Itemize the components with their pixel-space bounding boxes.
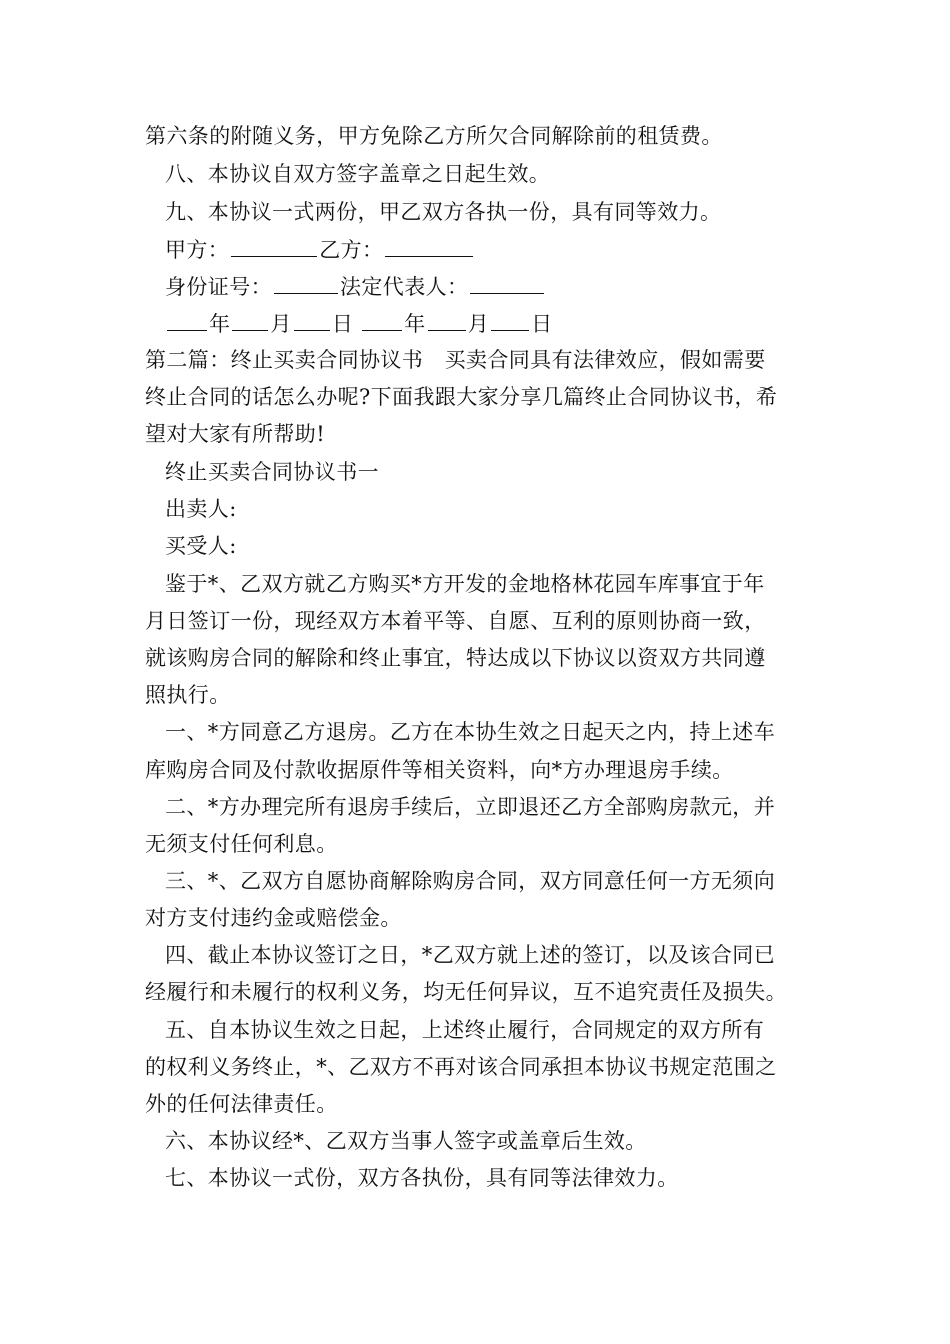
clause-8: 八、本协议自双方签字盖章之日起生效。 bbox=[165, 162, 551, 186]
date-line: 年 月 日 年 月 日 bbox=[165, 304, 553, 343]
clause-5-cont: 的权利义务终止，*、乙双方不再对该合同承担本协议书规定范围之 bbox=[145, 1055, 777, 1079]
legal-representative-blank bbox=[470, 267, 544, 294]
clause-7: 七、本协议一式份，双方各执份，具有同等法律效力。 bbox=[165, 1166, 679, 1190]
clause-2: 二、*方办理完所有退房手续后，立即退还乙方全部购房款元，并 bbox=[165, 795, 776, 819]
day-blank bbox=[491, 304, 529, 331]
party-a-label: 甲方： bbox=[165, 238, 230, 262]
section-heading: 第二篇：终止买卖合同协议书 买卖合同具有法律效应，假如需要 bbox=[145, 348, 766, 372]
clause-6: 六、本协议经*、乙双方当事人签字或盖章后生效。 bbox=[165, 1129, 647, 1153]
clause-3: 三、*、乙双方自愿协商解除购房合同，双方同意任何一方无须向 bbox=[165, 869, 776, 893]
clause-9: 九、本协议一式两份，甲乙双方各执一份，具有同等效力。 bbox=[165, 200, 722, 224]
day-blank bbox=[294, 304, 330, 331]
year-blank bbox=[362, 304, 402, 331]
clause-3-cont: 对方支付违约金或赔偿金。 bbox=[145, 906, 402, 930]
party-b-blank bbox=[385, 230, 473, 257]
clause-1: 一、*方同意乙方退房。乙方在本协生效之日起天之内，持上述车 bbox=[165, 720, 776, 744]
id-representative-line bbox=[165, 267, 546, 306]
agreement-title: 终止买卖合同协议书一 bbox=[165, 460, 379, 484]
clause-1-cont: 库购房合同及付款收据原件等相关资料，向*方办理退房手续。 bbox=[145, 758, 734, 782]
clause-5-cont: 外的任何法律责任。 bbox=[145, 1092, 338, 1116]
party-b-label: 乙方： bbox=[319, 238, 384, 262]
month-blank bbox=[232, 304, 268, 331]
preamble-line: 就该购房合同的解除和终止事宜，特达成以下协议以资双方共同遵 bbox=[145, 646, 766, 670]
preamble-line: 鉴于*、乙双方就乙方购买*方开发的金地格林花园车库事宜于年 bbox=[165, 572, 765, 596]
seller-label: 出卖人: bbox=[165, 497, 237, 521]
clause-4: 四、截止本协议签订之日，*乙双方就上述的签订，以及该合同已 bbox=[165, 943, 776, 967]
year-blank bbox=[167, 304, 207, 331]
id-number-label: 身份证号： bbox=[165, 275, 272, 299]
text-line: 第六条的附随义务，甲方免除乙方所欠合同解除前的租赁费。 bbox=[145, 124, 723, 148]
clause-2-cont: 无须支付任何利息。 bbox=[145, 832, 338, 856]
text-line: 终止合同的话怎么办呢?下面我跟大家分享几篇终止合同协议书，希 bbox=[145, 385, 778, 409]
preamble-line: 月日签订一份，现经双方本着平等、自愿、互利的原则协商一致， bbox=[145, 609, 766, 633]
party-a-blank bbox=[231, 230, 317, 257]
text-line: 望对大家有所帮助! bbox=[145, 422, 326, 446]
legal-representative-label: 法定代表人： bbox=[340, 275, 469, 299]
clause-4-cont: 经履行和未履行的权利义务，均无任何异议，互不追究责任及损失。 bbox=[145, 980, 787, 1004]
buyer-label: 买受人: bbox=[165, 534, 237, 558]
id-number-blank bbox=[274, 267, 338, 294]
clause-5: 五、自本协议生效之日起，上述终止履行，合同规定的双方所有 bbox=[165, 1018, 765, 1042]
month-blank bbox=[428, 304, 466, 331]
party-signature-line bbox=[165, 230, 475, 269]
preamble-line: 照执行。 bbox=[145, 683, 231, 707]
